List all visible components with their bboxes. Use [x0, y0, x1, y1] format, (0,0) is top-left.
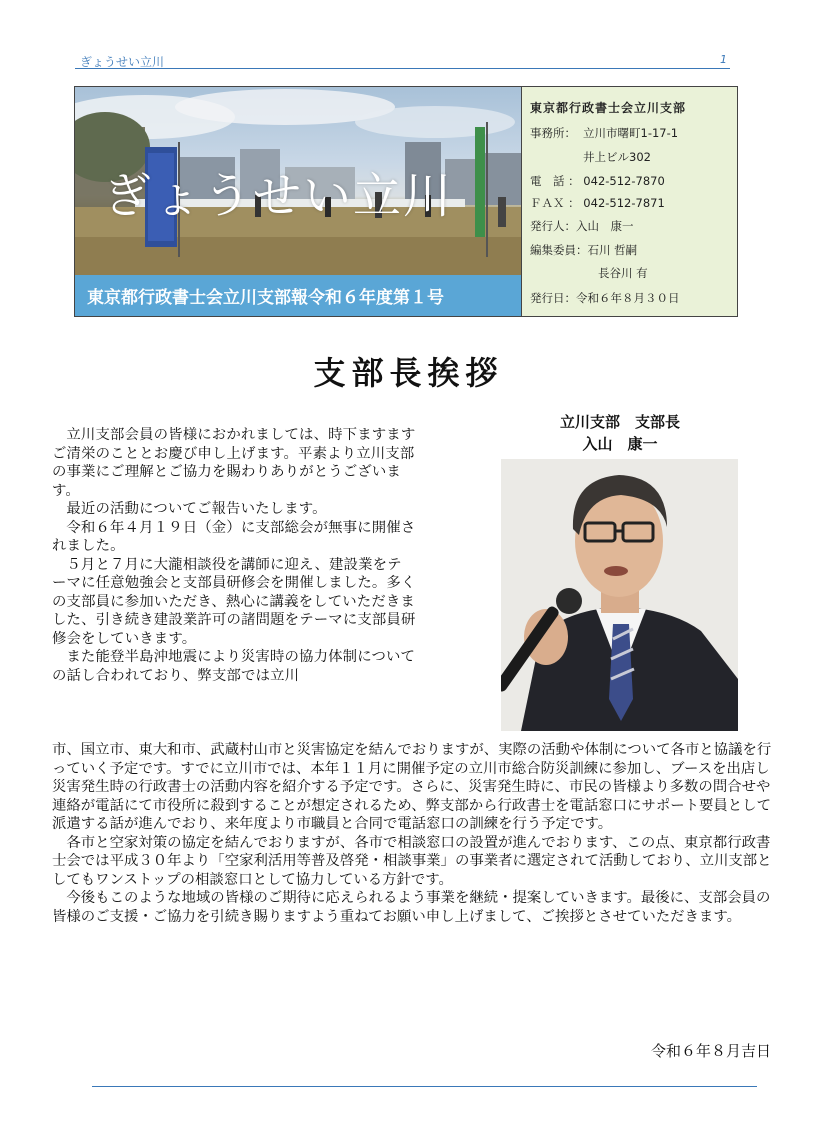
banner-subtitle: 東京都行政書士会立川支部報令和６年度第１号 — [75, 275, 521, 316]
tel-line: 電 話 ： 042-512-7870 — [530, 174, 665, 188]
article-body-wide — [52, 741, 776, 926]
article-body-narrow — [52, 426, 416, 685]
article-paragraph: ５月と７月に大瀧相談役を講師に迎え、建設業をテーマに任意勉強会と支部員研修会を開催しました。多くの支部員に参加いただき、熱心に講義をしていただきました、引き続き建設業許可の諸問題をテーマに支部員研修会をしていきます。 — [52, 556, 416, 647]
office-address-line2: 井上ビル302 — [583, 150, 651, 164]
article-paragraph: 立川支部会員の皆様におかれましては、時下ますますご清栄のこととお慶び申し上げます。平素より立川支部の事業にご理解とご協力を賜わりありがとうございます。 — [52, 427, 416, 499]
article-paragraph: 令和６年４月１９日（金）に支部総会が無事に開催されました。 — [52, 519, 416, 554]
fax-line: ＦＡＸ ： 042-512-7871 — [530, 196, 665, 210]
article-paragraph: 最近の活動についてご報告いたします。 — [66, 501, 327, 517]
article-paragraph: 各市と空家対策の協定を結んでおりますが、各市で相談窓口の設置が進んでおります、この点、東京都行政書士会では平成３０年より「空家利活用等普及啓発・相談事業」の事業者に選定されて活動しており、立川支部としてもワンストップの相談窓口として協力している方針です。 — [52, 834, 772, 888]
article-paragraph: 今後もこのような地域の皆様のご期待に応えられるよう事業を継続・提案していきます。最後に、支部会員の皆様のご支援・ご協力を引続き賜りますよう重ねてお願い申し上げまして、ご挨拶とさせていただきます。 — [52, 890, 771, 925]
editor-line-1: 編集委員：石川 哲嗣 — [530, 243, 638, 257]
article-paragraph: また能登半島沖地震により災害時の協力体制についての話し合われており、弊支部では立川 — [52, 649, 416, 684]
publisher-line: 発行人：入山 康一 — [530, 219, 634, 233]
banner-title: ぎょうせい立川 — [103, 168, 454, 224]
page-number: 1 — [720, 53, 727, 66]
author-portrait — [501, 459, 738, 731]
editor-line-2: 長谷川 有 — [598, 266, 648, 280]
speaker-photo — [501, 459, 738, 731]
issue-date-line: 発行日：令和６年８月３０日 — [530, 291, 680, 305]
organization-name: 東京都行政書士会立川支部 — [530, 101, 687, 115]
header-divider — [75, 68, 730, 69]
author-name: 入山 康一 — [582, 435, 658, 453]
publication-info-panel — [521, 87, 737, 316]
article-title: 支部長挨拶 — [313, 354, 504, 392]
office-address-line1: 立川市曙町1-17-1 — [583, 126, 679, 140]
office-label: 事務所： — [530, 126, 576, 140]
running-header-title: ぎょうせい立川 — [80, 55, 165, 69]
banner-photo — [75, 87, 521, 275]
closing-date: 令和６年８月吉日 — [650, 1042, 771, 1060]
article-paragraph: 市、国立市、東大和市、武蔵村山市と災害協定を結んでおりますが、実際の活動や体制について各市と協議を行っていく予定です。すでに立川市では、本年１１月に開催予定の立川市総合防災訓練に参加し、ブースを出店し災害発生時の行政書士の活動内容を紹介する予定です。さらに、災害発生時に、市民の皆様より多数の問合せや連絡が電話にて市役所に殺到することが想定されるため、弊支部から行政書士を電話窓口にサポート要員として派遣する話が進んでおり、来年度より市職員と合同で電話窓口の訓練を行う予定です。 — [52, 742, 772, 832]
footer-divider — [92, 1086, 757, 1087]
masthead — [74, 86, 738, 317]
author-role: 立川支部 支部長 — [559, 413, 680, 431]
